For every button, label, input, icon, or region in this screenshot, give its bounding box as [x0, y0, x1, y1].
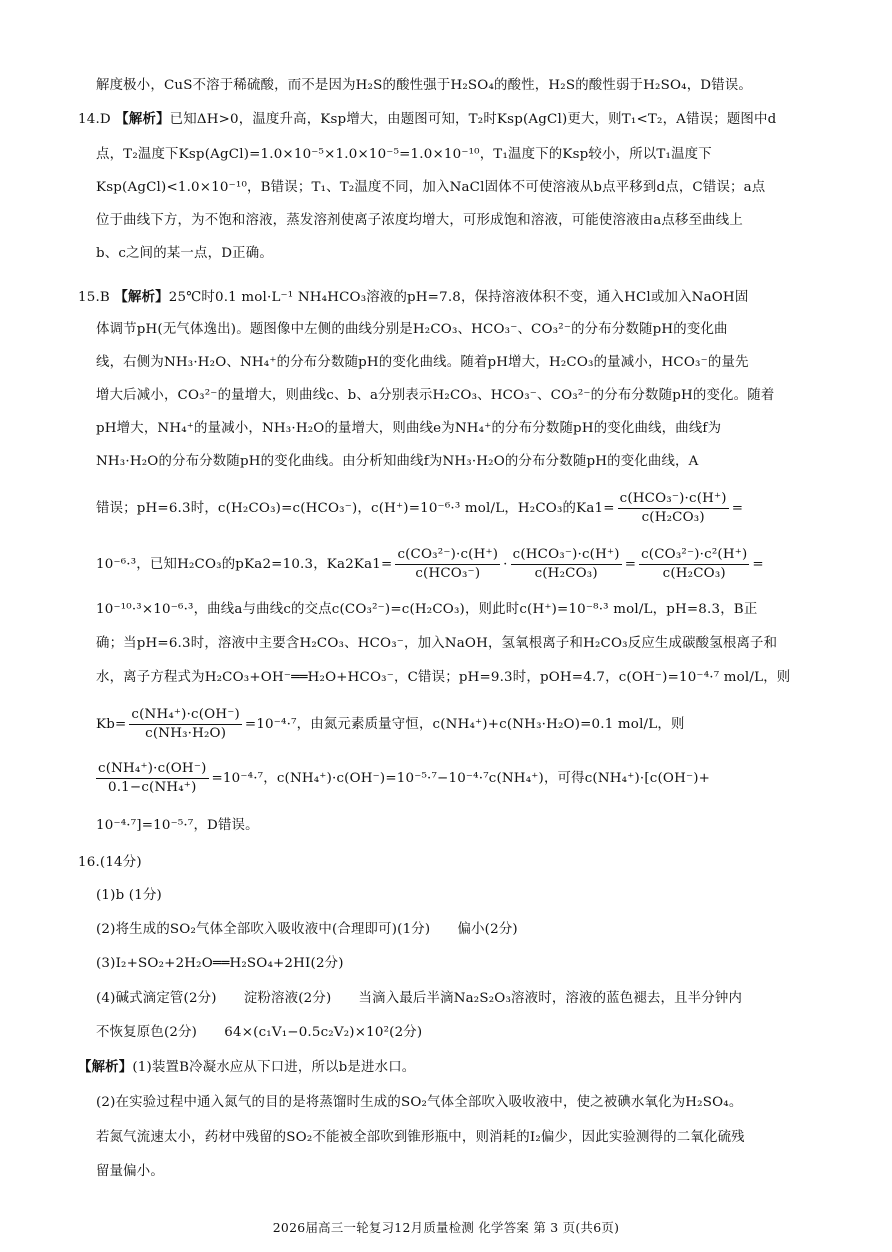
- text-line: 若氮气流速太小，药材中残留的SO₂不能被全部吹到锥形瓶中，则消耗的I₂偏少，因此实验测得的二氧化硫残: [96, 1130, 745, 1145]
- text-line: 位于曲线下方，为不饱和溶液，蒸发溶剂使离子浓度均增大，可形成饱和溶液，可能使溶液由a点移至曲线上: [96, 213, 743, 228]
- text-line: 增大后减小，CO₃²⁻的量增大，则曲线c、b、a分别表示H₂CO₃、HCO₃⁻、CO₃²⁻的分布分数随pH的变化。随着: [96, 388, 775, 403]
- answer-15-line: 15.B 【解析】25℃时0.1 mol·L⁻¹ NH₄HCO₃溶液的pH=7.8，保持溶液体积不变，通入HCl或加入NaOH固: [78, 289, 749, 305]
- text-line: 不恢复原色(2分) 64×(c₁V₁−0.5c₂V₂)×10²(2分): [96, 1025, 423, 1040]
- text-line: 点，T₂温度下Ksp(AgCl)=1.0×10⁻⁵×1.0×10⁻⁵=1.0×10⁻¹⁰，T₁温度下的Ksp较小，所以T₁温度下: [96, 147, 712, 162]
- fraction-denominator: c(NH₃·H₂O): [145, 726, 227, 741]
- product-fraction: [639, 546, 749, 583]
- text-line: 水，离子方程式为H₂CO₃+OH⁻══H₂O+HCO₃⁻，C错误；pH=9.3时，pOH=4.7，c(OH⁻)=10⁻⁴·⁷ mol/L，则: [96, 670, 791, 685]
- fraction-numerator: c(HCO₃⁻)·c(H⁺): [618, 490, 729, 509]
- text-line: Ksp(AgCl)<1.0×10⁻¹⁰，B错误；T₁、T₂温度不同，加入NaCl固体不可使溶液从b点平移到d点，C错误；a点: [96, 180, 766, 195]
- answer-16-1: (1)b (1分): [96, 888, 162, 903]
- fraction-numerator: c(NH₄⁺)·c(OH⁻): [129, 706, 242, 725]
- text-line: NH₃·H₂O的分布分数随pH的变化曲线。由分析知曲线f为NH₃·H₂O的分布分数随pH的变化曲线，A: [96, 454, 699, 469]
- answer-14-line: 14.D 【解析】已知ΔH>0，温度升高，Ksp增大，由题图可知，T₂时Ksp(AgCl)更大，则T₁<T₂，A错误；题图中d: [78, 111, 777, 127]
- fraction-numerator: c(HCO₃⁻)·c(H⁺): [511, 546, 622, 565]
- text-line: 解度极小，CuS不溶于稀硫酸，而不是因为H₂S的酸性强于H₂SO₄的酸性，H₂S的酸性弱于H₂SO₄，D错误。: [96, 78, 753, 93]
- fraction-denominator: c(H₂CO₃): [641, 510, 705, 525]
- fraction-numerator: c(CO₃²⁻)·c(H⁺): [395, 546, 500, 565]
- ka1-fraction: [618, 490, 729, 527]
- text-line: 确；当pH=6.3时，溶液中主要含H₂CO₃、HCO₃⁻，加入NaOH，氢氧根离子和H₂CO₃反应生成碳酸氢根离子和: [96, 636, 778, 651]
- fraction-denominator: 0.1−c(NH₄⁺): [108, 780, 197, 795]
- page-footer: 2026届高三一轮复习12月质量检测 化学答案 第 3 页(共6页): [272, 1220, 620, 1235]
- fraction-denominator: c(H₂CO₃): [534, 566, 598, 581]
- text-segment: ·: [503, 557, 508, 572]
- kb-fraction: [129, 706, 242, 743]
- mass-balance-formula-line: [96, 760, 820, 800]
- text-line: b、c之间的某一点，D正确。: [96, 246, 273, 261]
- text-segment: Kb=: [96, 717, 127, 732]
- text-line: (2)在实验过程中通入氮气的目的是将蒸馏时生成的SO₂气体全部吹入吸收液中，使之被碘水氧化为H₂SO₄。: [96, 1095, 743, 1110]
- text-line: 10⁻⁴·⁷]=10⁻⁵·⁷，D错误。: [96, 818, 259, 833]
- answer-16-4: (4)碱式滴定管(2分) 淀粉溶液(2分) 当滴入最后半滴Na₂S₂O₃溶液时，溶液的蓝色褪去，且半分钟内: [96, 991, 743, 1006]
- ka2-ka1-formula-line: [96, 546, 820, 586]
- text-segment: 10⁻⁶·³，已知H₂CO₃的pKa2=10.3，Ka2Ka1=: [96, 557, 393, 572]
- text-line: pH增大，NH₄⁺的量减小，NH₃·H₂O的量增大，则曲线e为NH₄⁺的分布分数随pH的变化曲线，曲线f为: [96, 421, 722, 436]
- analysis-tag: 【解析】: [115, 111, 170, 127]
- mass-balance-fraction: [96, 760, 209, 797]
- question-16-heading: 16.(14分): [78, 855, 142, 870]
- fraction-denominator: c(HCO₃⁻): [415, 566, 481, 581]
- ka1-formula-line: [96, 490, 820, 530]
- text-line: 体调节pH(无气体逸出)。题图像中左侧的曲线分别是H₂CO₃、HCO₃⁻、CO₃²⁻的分布分数随pH的变化曲: [96, 322, 728, 337]
- fraction-numerator: c(CO₃²⁻)·c²(H⁺): [639, 546, 749, 565]
- text-line: 线，右侧为NH₃·H₂O、NH₄⁺的分布分数随pH的变化曲线。随着pH增大，H₂CO₃的量减小，HCO₃⁻的量先: [96, 355, 749, 370]
- fraction-denominator: c(H₂CO₃): [662, 566, 726, 581]
- text-line: 10⁻¹⁰·³×10⁻⁶·³，曲线a与曲线c的交点c(CO₃²⁻)=c(H₂CO₃)，则此时c(H⁺)=10⁻⁸·³ mol/L，pH=8.3，B正: [96, 602, 758, 617]
- answer-16-2: (2)将生成的SO₂气体全部吹入吸收液中(合理即可)(1分) 偏小(2分): [96, 922, 518, 937]
- kb-formula-line: [96, 706, 820, 746]
- analysis-tag: 【解析】: [78, 1059, 133, 1075]
- text-segment: =10⁻⁴·⁷，由氮元素质量守恒，c(NH₄⁺)+c(NH₃·H₂O)=0.1 mol/L，则: [244, 717, 685, 732]
- fraction-numerator: c(NH₄⁺)·c(OH⁻): [96, 760, 209, 779]
- analysis-tag: 【解析】: [114, 289, 169, 305]
- text-segment: =10⁻⁴·⁷，c(NH₄⁺)·c(OH⁻)=10⁻⁵·⁷−10⁻⁴·⁷c(NH₄⁺)，可得c(NH₄⁺)·[c(OH⁻)+: [211, 771, 711, 786]
- ka2-fraction: [395, 546, 500, 583]
- text-segment: 错误；pH=6.3时，c(H₂CO₃)=c(HCO₃⁻)，c(H⁺)=10⁻⁶·³ mol/L，H₂CO₃的Ka1=: [96, 501, 615, 516]
- ka1-fraction: [511, 546, 622, 583]
- text-segment: =: [731, 501, 744, 516]
- analysis-line: [78, 1057, 820, 1078]
- answer-16-3: (3)I₂+SO₂+2H₂O══H₂SO₄+2HI(2分): [96, 956, 344, 971]
- text-segment: =: [624, 557, 637, 572]
- text-segment: (1)装置B冷凝水应从下口进，所以b是进水口。: [132, 1060, 416, 1075]
- text-line: 留量偏小。: [96, 1164, 164, 1179]
- text-segment: =: [752, 557, 764, 572]
